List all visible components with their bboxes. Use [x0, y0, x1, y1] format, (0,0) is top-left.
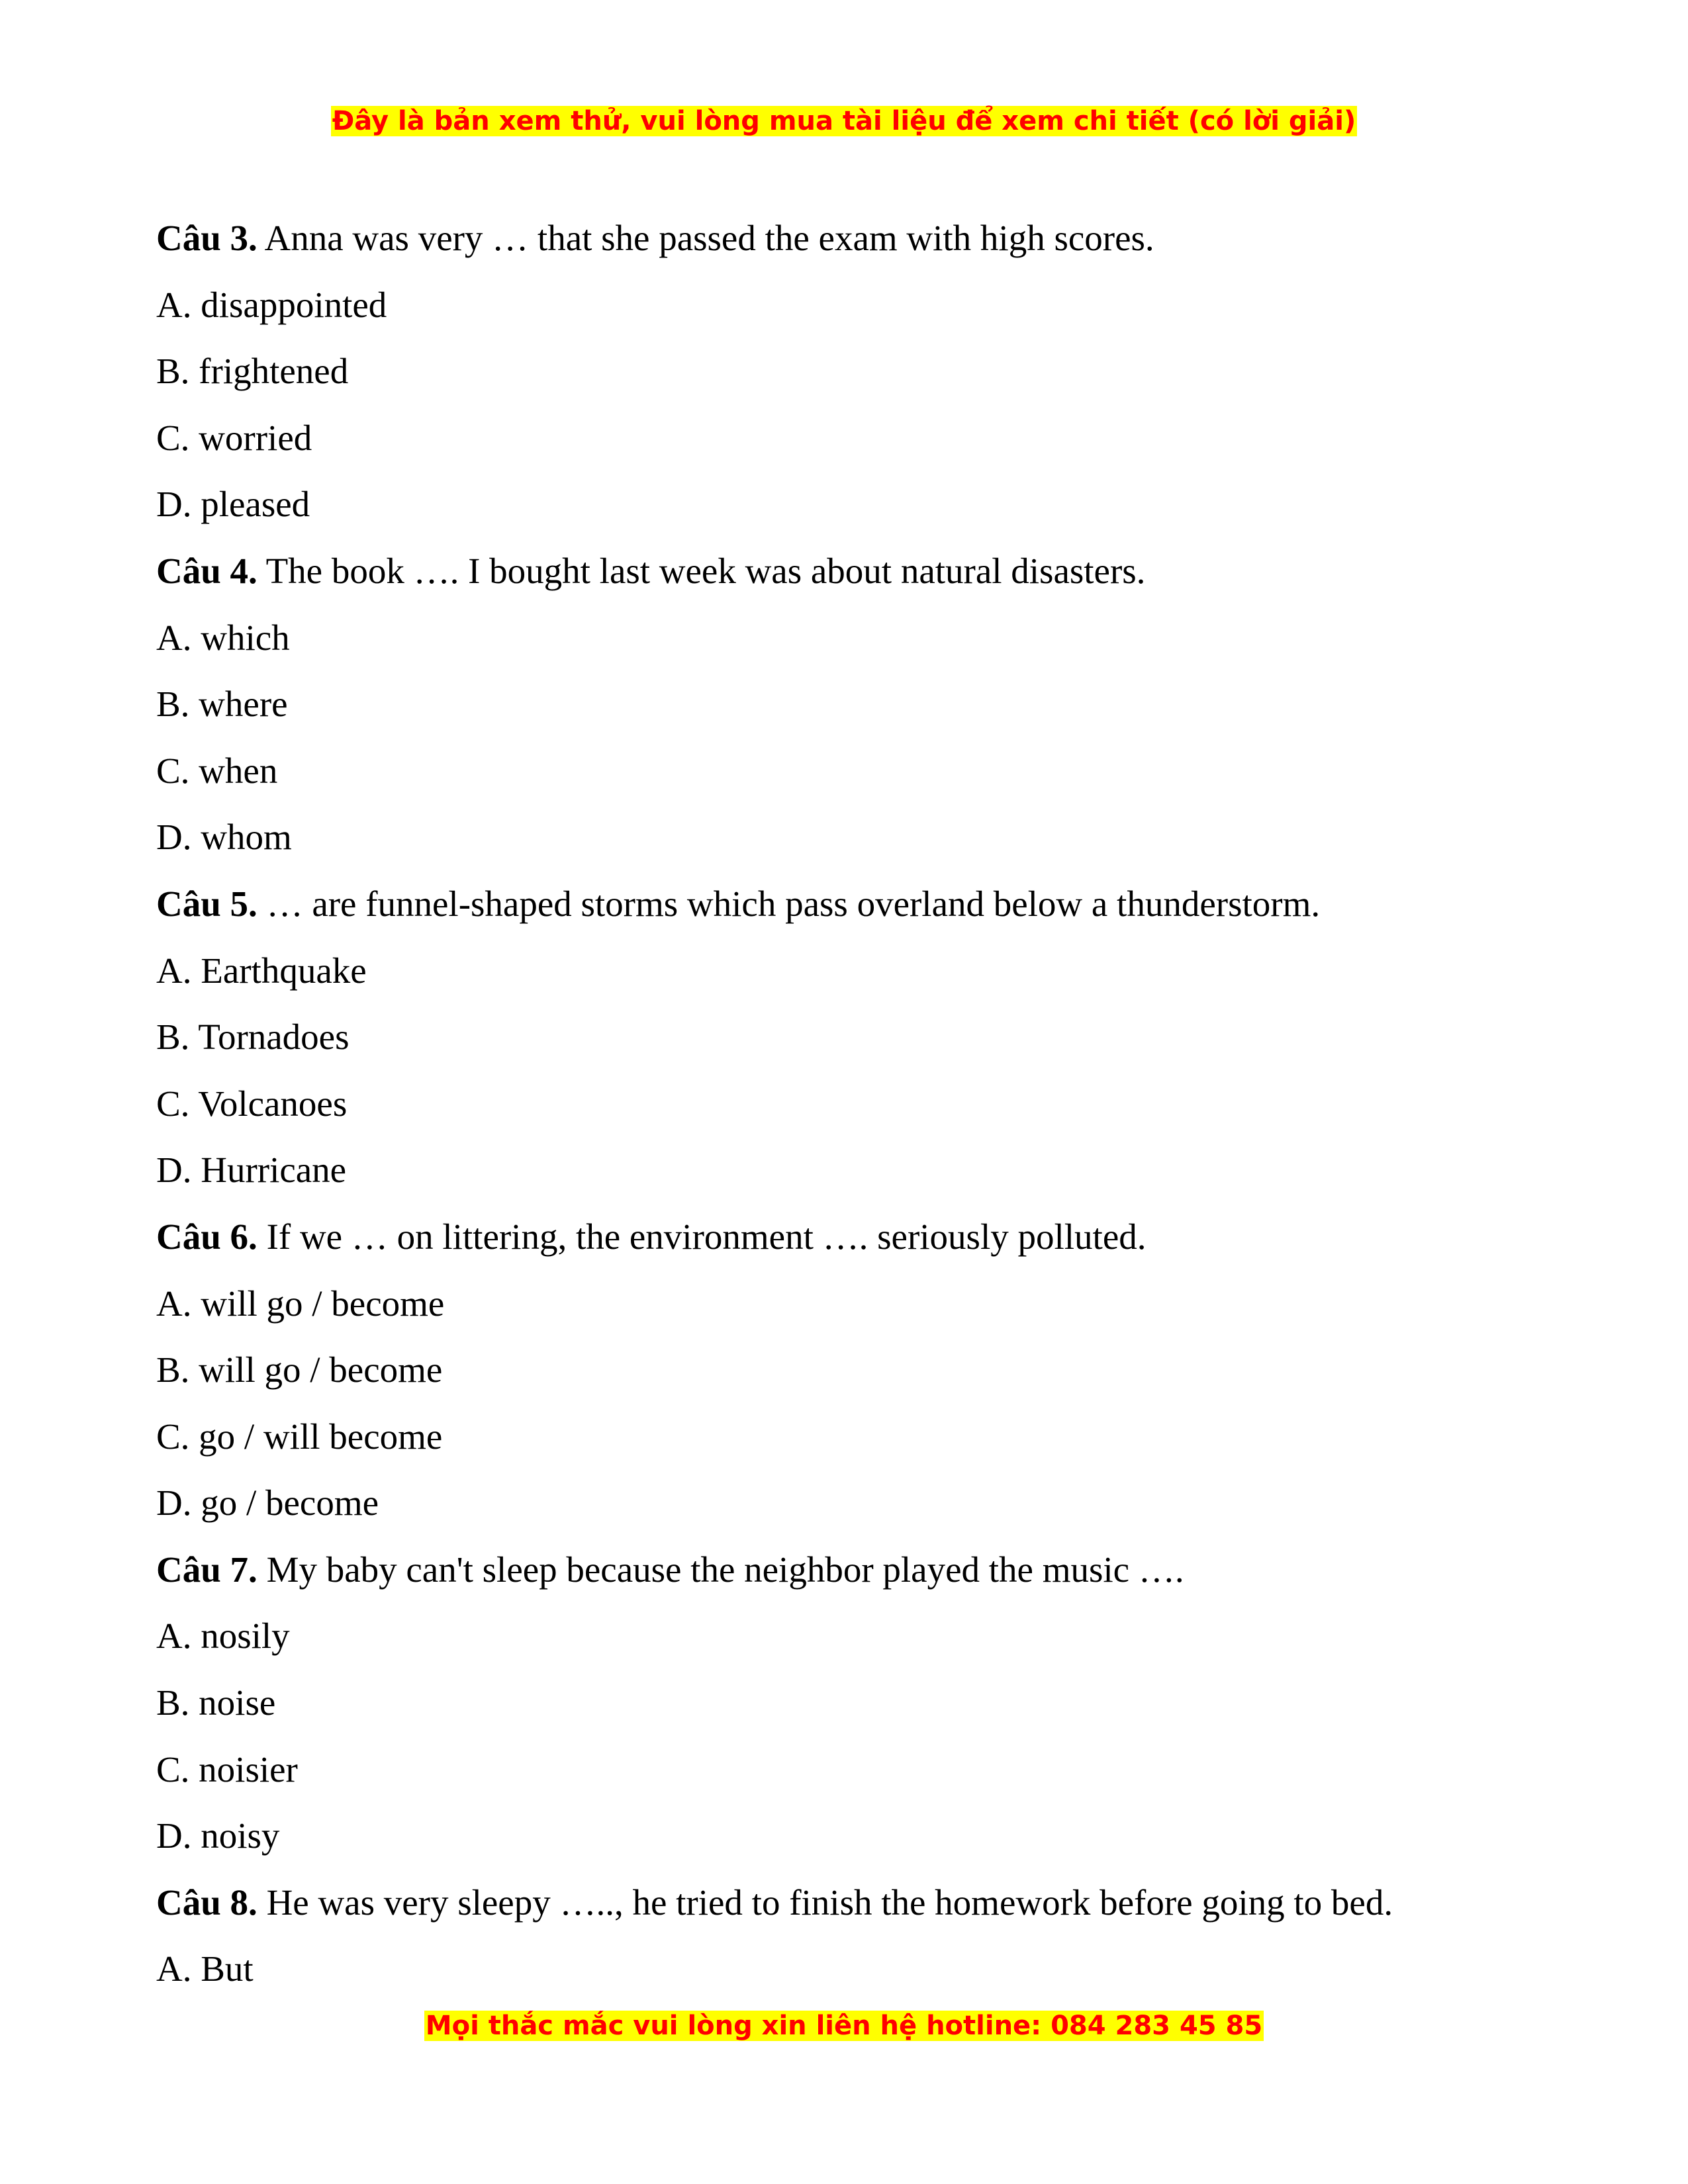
option-a: A. But — [156, 1948, 254, 1989]
option-b: B. will go / become — [156, 1349, 443, 1390]
question-text: The book …. I bought last week was about natural disasters. — [257, 550, 1146, 591]
question-number: Câu 5. — [156, 883, 258, 924]
option-a: A. disappointed — [156, 284, 387, 325]
preview-notice-banner — [0, 101, 1688, 142]
option-d: D. go / become — [156, 1482, 379, 1524]
hotline-notice-banner — [0, 2005, 1688, 2046]
option-b: B. frightened — [156, 351, 349, 392]
preview-notice-text: Đây là bản xem thử, vui lòng mua tài liệu để xem chi tiết (có lời giải) — [332, 106, 1356, 136]
option-a: A. nosily — [156, 1615, 290, 1657]
question-number: Câu 8. — [156, 1882, 258, 1923]
option-a: A. which — [156, 617, 290, 658]
option-c: C. Volcanoes — [156, 1083, 348, 1124]
option-d: D. whom — [156, 817, 292, 858]
option-c: C. when — [156, 750, 278, 791]
option-c: C. go / will become — [156, 1416, 443, 1457]
question-4 — [156, 538, 1546, 605]
question-number: Câu 3. — [156, 218, 258, 258]
hotline-notice-text: Mọi thắc mắc vui lòng xin liên hệ hotline: 084 283 45 85 — [425, 2011, 1263, 2041]
option-b: B. where — [156, 684, 288, 725]
question-list — [156, 205, 1546, 2003]
option-d: D. noisy — [156, 1815, 280, 1856]
option-c: C. noisier — [156, 1749, 298, 1790]
question-text: He was very sleepy ….., he tried to finish the homework before going to bed. — [257, 1882, 1393, 1923]
question-5 — [156, 871, 1546, 938]
option-b: B. noise — [156, 1682, 276, 1723]
option-b: B. Tornadoes — [156, 1017, 350, 1058]
option-a: A. Earthquake — [156, 950, 367, 991]
question-number: Câu 4. — [156, 550, 258, 591]
question-8 — [156, 1870, 1546, 1936]
option-c: C. worried — [156, 417, 312, 458]
question-6 — [156, 1204, 1546, 1271]
question-number: Câu 6. — [156, 1216, 258, 1257]
question-7 — [156, 1537, 1546, 1604]
question-text: My baby can't sleep because the neighbor played the music …. — [257, 1549, 1184, 1590]
option-d: D. pleased — [156, 484, 310, 525]
question-number: Câu 7. — [156, 1549, 258, 1590]
question-3 — [156, 205, 1546, 272]
option-d: D. Hurricane — [156, 1150, 347, 1191]
question-text: If we … on littering, the environment …. seriously polluted. — [257, 1216, 1147, 1257]
question-text: Anna was very … that she passed the exam with high scores. — [257, 218, 1154, 258]
option-a: A. will go / become — [156, 1283, 445, 1324]
question-text: … are funnel-shaped storms which pass overland below a thunderstorm. — [257, 883, 1321, 924]
